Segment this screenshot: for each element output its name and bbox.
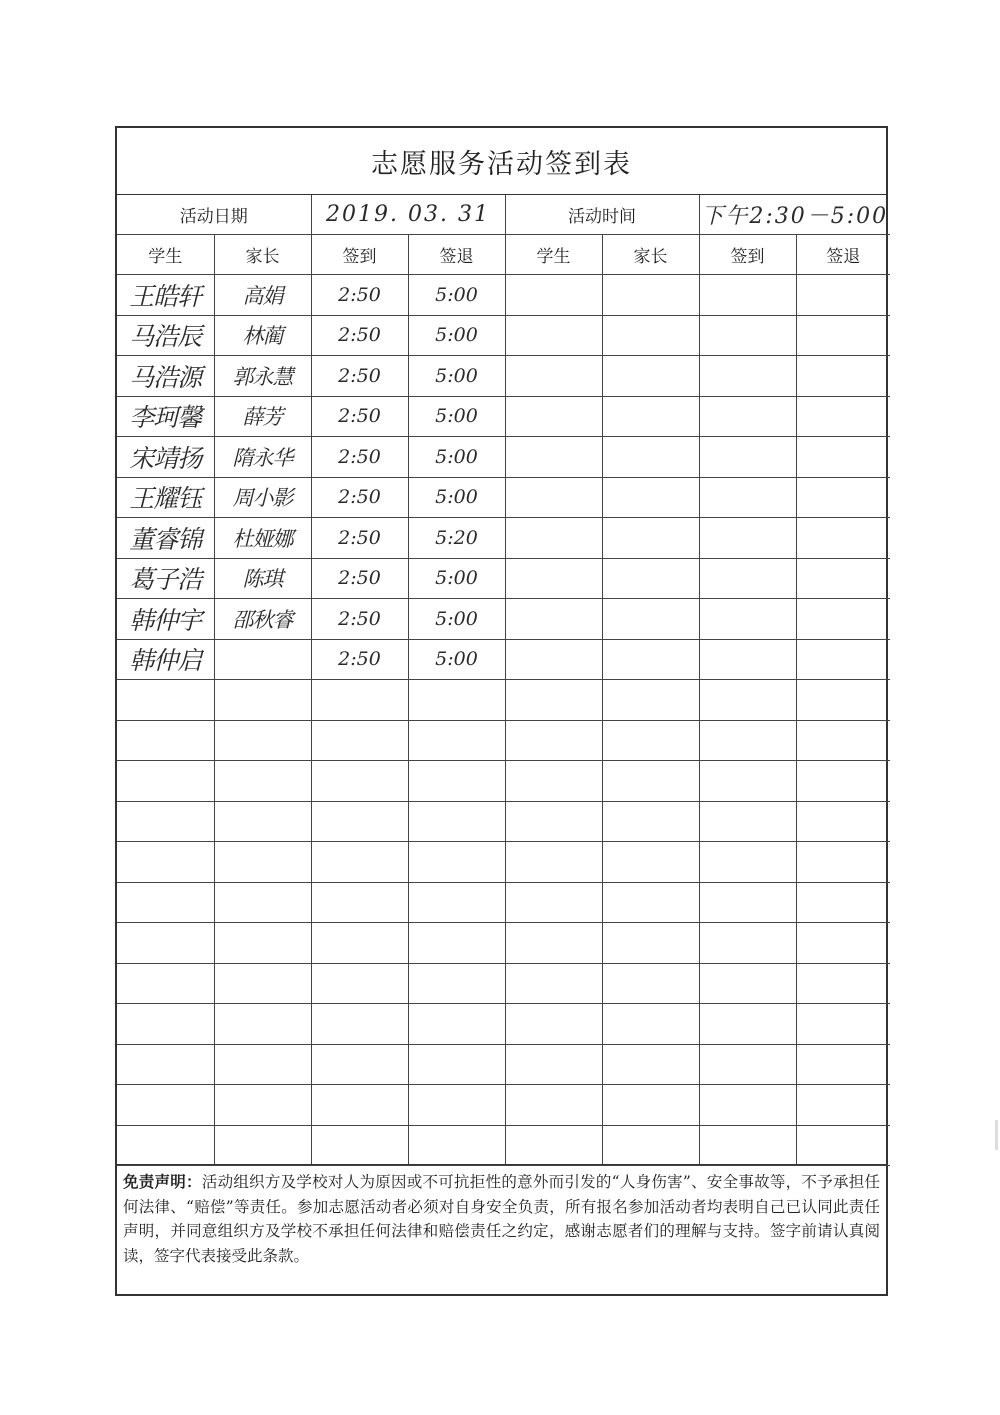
table-row <box>117 396 890 437</box>
sign-out-cell-2 <box>796 396 890 437</box>
sign-out-cell <box>408 882 505 923</box>
student-cell: 李珂馨 <box>117 396 214 437</box>
table-row <box>117 801 890 842</box>
sign-out-cell-2 <box>796 437 890 478</box>
table-row <box>117 1125 890 1166</box>
parent-cell <box>214 801 311 842</box>
parent-cell-2 <box>602 882 699 923</box>
sign-out-cell: 5:00 <box>408 396 505 437</box>
sign-out-cell-2 <box>796 477 890 518</box>
parent-cell-2 <box>602 1044 699 1085</box>
table-row <box>117 558 890 599</box>
sign-in-cell: 2:50 <box>311 356 408 397</box>
parent-cell-2 <box>602 315 699 356</box>
table-row <box>117 1044 890 1085</box>
student-cell-2 <box>505 315 602 356</box>
student-cell <box>117 1125 214 1166</box>
date-time-row <box>117 195 890 235</box>
disclaimer-text: 活动组织方及学校对人为原因或不可抗拒性的意外而引发的“人身伤害”、安全事故等，不予承担任何法律、“赔偿”等责任。参加志愿活动者必须对自身安全负责，所有报名参加活动者均表明自己已认同此责任声明，并同意组织方及学校不承担任何法律和赔偿责任之约定，感谢志愿者们的理解与支持。签字前请认真阅读，签字代表接受此条款。 <box>123 1173 880 1265</box>
parent-cell: 杜娅娜 <box>214 518 311 559</box>
student-cell: 马浩源 <box>117 356 214 397</box>
student-cell: 韩仲启 <box>117 639 214 680</box>
sign-out-cell-2 <box>796 882 890 923</box>
sign-out-cell-2 <box>796 963 890 1004</box>
parent-cell-2 <box>602 477 699 518</box>
student-cell <box>117 1085 214 1126</box>
table-row <box>117 720 890 761</box>
sign-in-cell-2 <box>699 923 796 964</box>
table-row <box>117 963 890 1004</box>
table-row <box>117 315 890 356</box>
sign-out-cell <box>408 1044 505 1085</box>
student-cell-2 <box>505 437 602 478</box>
time-value: 下午2:30－5:00 <box>699 195 890 235</box>
student-cell <box>117 882 214 923</box>
parent-cell-2 <box>602 1004 699 1045</box>
date-label: 活动日期 <box>117 195 311 235</box>
parent-cell <box>214 680 311 721</box>
parent-cell: 郭永慧 <box>214 356 311 397</box>
sign-in-cell-2 <box>699 1085 796 1126</box>
student-cell-2 <box>505 558 602 599</box>
sign-out-cell-2 <box>796 356 890 397</box>
sign-in-cell-2 <box>699 477 796 518</box>
student-cell-2 <box>505 1085 602 1126</box>
sign-in-cell-2 <box>699 720 796 761</box>
parent-cell-2 <box>602 275 699 316</box>
sign-in-cell-2 <box>699 639 796 680</box>
sign-in-cell: 2:50 <box>311 477 408 518</box>
sign-in-sheet <box>115 126 888 1296</box>
time-label: 活动时间 <box>505 195 699 235</box>
parent-cell-2 <box>602 923 699 964</box>
sign-out-cell-2 <box>796 1085 890 1126</box>
parent-cell: 陈琪 <box>214 558 311 599</box>
sign-in-table <box>117 195 890 1166</box>
parent-cell: 周小影 <box>214 477 311 518</box>
student-cell-2 <box>505 275 602 316</box>
col-header-sign-out: 签退 <box>408 235 505 275</box>
sign-out-cell <box>408 1004 505 1045</box>
student-cell-2 <box>505 720 602 761</box>
table-row <box>117 639 890 680</box>
parent-cell-2 <box>602 396 699 437</box>
sign-out-cell <box>408 801 505 842</box>
sign-in-cell-2 <box>699 1044 796 1085</box>
student-cell <box>117 680 214 721</box>
col-header-parent: 家长 <box>214 235 311 275</box>
parent-cell-2 <box>602 518 699 559</box>
parent-cell <box>214 963 311 1004</box>
student-cell-2 <box>505 356 602 397</box>
parent-cell-2 <box>602 761 699 802</box>
table-row <box>117 275 890 316</box>
sign-in-cell: 2:50 <box>311 518 408 559</box>
student-cell-2 <box>505 761 602 802</box>
parent-cell-2 <box>602 356 699 397</box>
sign-in-cell-2 <box>699 275 796 316</box>
col-header-sign-in-2: 签到 <box>699 235 796 275</box>
scan-edge-mark <box>995 1120 998 1150</box>
sign-in-cell-2 <box>699 801 796 842</box>
parent-cell-2 <box>602 720 699 761</box>
sign-out-cell-2 <box>796 1125 890 1166</box>
sign-out-cell: 5:00 <box>408 356 505 397</box>
student-cell: 马浩辰 <box>117 315 214 356</box>
sign-in-cell <box>311 761 408 802</box>
form-title: 志愿服务活动签到表 <box>117 128 886 195</box>
student-cell-2 <box>505 1044 602 1085</box>
student-cell <box>117 1044 214 1085</box>
sign-out-cell-2 <box>796 761 890 802</box>
student-cell-2 <box>505 680 602 721</box>
sign-out-cell <box>408 720 505 761</box>
sign-out-cell <box>408 761 505 802</box>
sign-in-cell: 2:50 <box>311 599 408 640</box>
sign-out-cell-2 <box>796 639 890 680</box>
sign-out-cell <box>408 842 505 883</box>
sign-in-cell-2 <box>699 882 796 923</box>
table-row <box>117 882 890 923</box>
parent-cell-2 <box>602 639 699 680</box>
parent-cell: 隋永华 <box>214 437 311 478</box>
sign-in-cell <box>311 720 408 761</box>
sign-in-cell: 2:50 <box>311 396 408 437</box>
sign-out-cell: 5:00 <box>408 315 505 356</box>
parent-cell <box>214 639 311 680</box>
table-row <box>117 680 890 721</box>
table-row <box>117 923 890 964</box>
parent-cell-2 <box>602 599 699 640</box>
student-cell: 葛子浩 <box>117 558 214 599</box>
table-row <box>117 437 890 478</box>
student-cell: 王耀钰 <box>117 477 214 518</box>
parent-cell <box>214 761 311 802</box>
sign-out-cell-2 <box>796 1044 890 1085</box>
sign-in-cell <box>311 801 408 842</box>
student-cell: 宋靖扬 <box>117 437 214 478</box>
parent-cell: 高娟 <box>214 275 311 316</box>
disclaimer <box>117 1164 886 1294</box>
sign-in-cell-2 <box>699 599 796 640</box>
parent-cell <box>214 720 311 761</box>
sign-in-cell-2 <box>699 963 796 1004</box>
col-header-parent-2: 家长 <box>602 235 699 275</box>
sign-in-cell-2 <box>699 437 796 478</box>
parent-cell-2 <box>602 1085 699 1126</box>
student-cell <box>117 801 214 842</box>
parent-cell-2 <box>602 963 699 1004</box>
sign-in-cell: 2:50 <box>311 275 408 316</box>
parent-cell <box>214 842 311 883</box>
sign-in-cell <box>311 963 408 1004</box>
col-header-sign-in: 签到 <box>311 235 408 275</box>
table-row <box>117 1004 890 1045</box>
sign-in-cell-2 <box>699 842 796 883</box>
sign-in-cell <box>311 1044 408 1085</box>
sign-out-cell <box>408 680 505 721</box>
parent-cell-2 <box>602 801 699 842</box>
sign-in-cell-2 <box>699 356 796 397</box>
disclaimer-label: 免责声明： <box>123 1172 202 1191</box>
sign-in-cell <box>311 1085 408 1126</box>
sign-in-cell: 2:50 <box>311 315 408 356</box>
sign-in-cell: 2:50 <box>311 437 408 478</box>
sign-out-cell-2 <box>796 518 890 559</box>
parent-cell <box>214 1125 311 1166</box>
student-cell-2 <box>505 842 602 883</box>
student-cell <box>117 761 214 802</box>
student-cell <box>117 720 214 761</box>
sign-out-cell <box>408 1085 505 1126</box>
sign-in-cell <box>311 680 408 721</box>
student-cell-2 <box>505 963 602 1004</box>
sign-in-cell-2 <box>699 1004 796 1045</box>
parent-cell: 邵秋睿 <box>214 599 311 640</box>
student-cell-2 <box>505 396 602 437</box>
parent-cell-2 <box>602 1125 699 1166</box>
parent-cell: 林蔺 <box>214 315 311 356</box>
parent-cell-2 <box>602 558 699 599</box>
sign-in-cell: 2:50 <box>311 639 408 680</box>
sign-in-cell <box>311 1125 408 1166</box>
student-cell: 董睿锦 <box>117 518 214 559</box>
sign-out-cell: 5:00 <box>408 437 505 478</box>
sign-out-cell-2 <box>796 599 890 640</box>
sign-in-cell-2 <box>699 558 796 599</box>
sign-out-cell-2 <box>796 275 890 316</box>
parent-cell-2 <box>602 680 699 721</box>
student-cell <box>117 842 214 883</box>
student-cell-2 <box>505 1004 602 1045</box>
sign-out-cell: 5:00 <box>408 639 505 680</box>
sign-in-cell-2 <box>699 396 796 437</box>
sign-out-cell <box>408 963 505 1004</box>
table-row <box>117 477 890 518</box>
parent-cell-2 <box>602 437 699 478</box>
sign-in-cell: 2:50 <box>311 558 408 599</box>
sign-out-cell <box>408 1125 505 1166</box>
sign-in-cell <box>311 1004 408 1045</box>
col-header-sign-out-2: 签退 <box>796 235 890 275</box>
sign-in-cell <box>311 842 408 883</box>
student-cell-2 <box>505 518 602 559</box>
date-value: 2019. 03. 31 <box>311 195 505 235</box>
sign-in-cell-2 <box>699 761 796 802</box>
column-header-row <box>117 235 890 275</box>
student-cell: 韩仲宇 <box>117 599 214 640</box>
sign-out-cell-2 <box>796 558 890 599</box>
table-row <box>117 356 890 397</box>
sign-out-cell: 5:00 <box>408 558 505 599</box>
parent-cell <box>214 923 311 964</box>
parent-cell-2 <box>602 842 699 883</box>
sign-out-cell: 5:00 <box>408 477 505 518</box>
table-row <box>117 761 890 802</box>
table-row <box>117 1085 890 1126</box>
student-cell-2 <box>505 1125 602 1166</box>
sign-out-cell-2 <box>796 842 890 883</box>
student-cell <box>117 1004 214 1045</box>
parent-cell: 薛芳 <box>214 396 311 437</box>
sign-out-cell-2 <box>796 315 890 356</box>
student-cell-2 <box>505 477 602 518</box>
sign-in-cell-2 <box>699 1125 796 1166</box>
student-cell-2 <box>505 599 602 640</box>
student-cell <box>117 923 214 964</box>
col-header-student: 学生 <box>117 235 214 275</box>
sign-in-cell-2 <box>699 518 796 559</box>
sign-in-cell <box>311 882 408 923</box>
student-cell <box>117 963 214 1004</box>
sign-out-cell <box>408 923 505 964</box>
sign-out-cell: 5:00 <box>408 599 505 640</box>
parent-cell <box>214 1004 311 1045</box>
student-cell-2 <box>505 639 602 680</box>
sign-out-cell-2 <box>796 680 890 721</box>
table-row <box>117 518 890 559</box>
sign-in-cell-2 <box>699 680 796 721</box>
table-row <box>117 599 890 640</box>
parent-cell <box>214 882 311 923</box>
sign-in-cell <box>311 923 408 964</box>
col-header-student-2: 学生 <box>505 235 602 275</box>
sign-out-cell: 5:20 <box>408 518 505 559</box>
parent-cell <box>214 1085 311 1126</box>
sign-out-cell-2 <box>796 720 890 761</box>
student-cell: 王皓轩 <box>117 275 214 316</box>
sign-out-cell-2 <box>796 801 890 842</box>
table-row <box>117 842 890 883</box>
student-cell-2 <box>505 923 602 964</box>
parent-cell <box>214 1044 311 1085</box>
student-cell-2 <box>505 801 602 842</box>
sign-out-cell: 5:00 <box>408 275 505 316</box>
sign-out-cell-2 <box>796 923 890 964</box>
sign-out-cell-2 <box>796 1004 890 1045</box>
student-cell-2 <box>505 882 602 923</box>
sign-in-cell-2 <box>699 315 796 356</box>
